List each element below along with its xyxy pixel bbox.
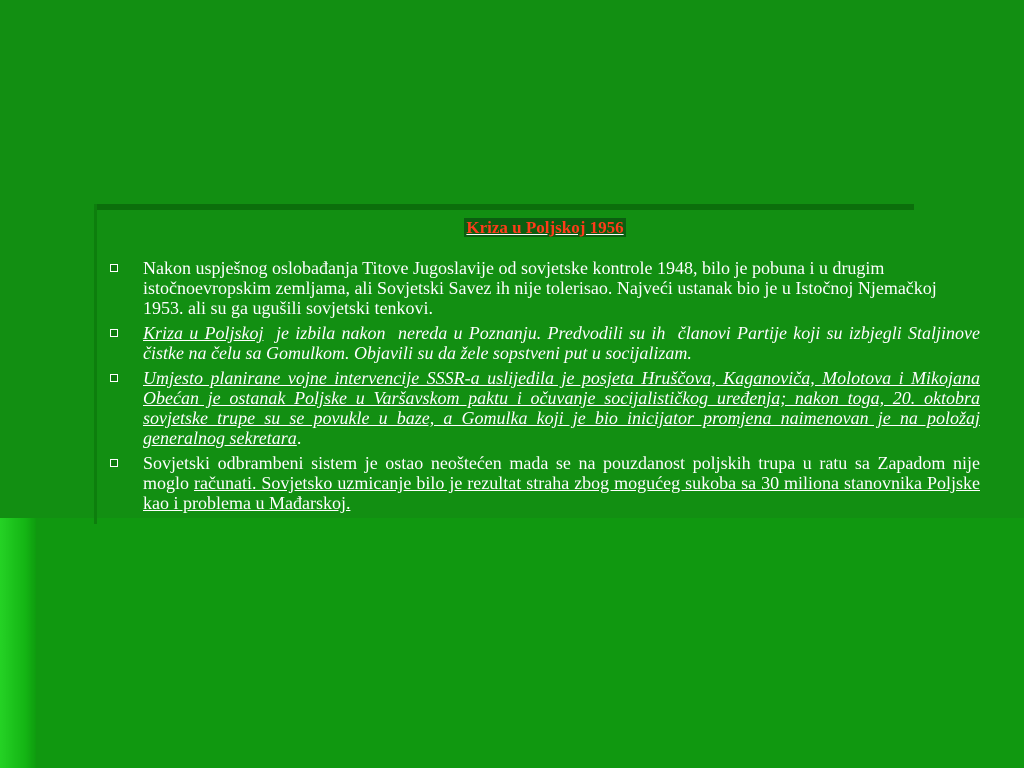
slide-title[interactable] bbox=[110, 218, 980, 238]
decorative-top-band bbox=[94, 204, 914, 210]
bullet-text: . bbox=[296, 428, 302, 448]
decorative-side-bar bbox=[0, 518, 36, 768]
slide-title-text[interactable]: Kriza u Poljskoj 1956 bbox=[466, 218, 624, 237]
bullet-list bbox=[110, 258, 985, 513]
bullet-text: je izbila nakon nereda u Poznanju. Predvodili su ih članovi Partije koji su izbjegli Staljinove čistke na čelu sa Gomulkom. Objavili su da žele sopstveni put u socijalizam. bbox=[143, 323, 985, 363]
slide-content bbox=[110, 214, 985, 518]
decorative-vertical-line bbox=[94, 204, 97, 524]
square-bullet-icon bbox=[110, 374, 118, 382]
square-bullet-icon bbox=[110, 264, 118, 272]
square-bullet-icon bbox=[110, 329, 118, 337]
bullet-link-kriza[interactable]: Kriza u Poljskoj bbox=[143, 323, 264, 343]
bullet-item-2 bbox=[110, 323, 985, 363]
bullet-item-1 bbox=[110, 258, 980, 318]
bullet-item-3 bbox=[110, 368, 980, 448]
bullet-text: Sovjetski odbrambeni sistem je ostao neoštećen mada se na pouzdanost poljskih trupa u ratu sa Zapadom nije moglo bbox=[143, 453, 980, 493]
bullet-link-racunati[interactable]: računati. Sovjetsko uzmicanje bilo je rezultat straha zbog mogućeg sukoba sa 30 miliona stanovnika Poljske kao i problema u Mađarskoj. bbox=[143, 473, 980, 513]
decorative-frame bbox=[36, 518, 1024, 768]
square-bullet-icon bbox=[110, 459, 118, 467]
bullet-text: Nakon uspješnog oslobađanja Titove Jugoslavije od sovjetske kontrole 1948, bilo je pobuna i u drugim istočnoevropskim zemljama, ali Sovjetski Savez ih nije tolerisao. Najveći ustanak bio je u Istočnoj Njemačkoj 1953. ali su ga ugušili sovjetski tenkovi. bbox=[143, 258, 937, 318]
bullet-item-4 bbox=[110, 453, 980, 513]
bullet-link-intervencija[interactable]: Umjesto planirane vojne intervencije SSSR-a uslijedila je posjeta Hruščova, Kaganoviča, Molotova i Mikojana Obećan je ostanak Poljske u Varšavskom paktu i očuvanje socijalističkog uređenja; nakon toga, 20. oktobra sovjetske trupe su se povukle u baze, a Gomulka koji je bio inicijator promjena naimenovan je na položaj generalnog sekretara bbox=[143, 368, 980, 448]
